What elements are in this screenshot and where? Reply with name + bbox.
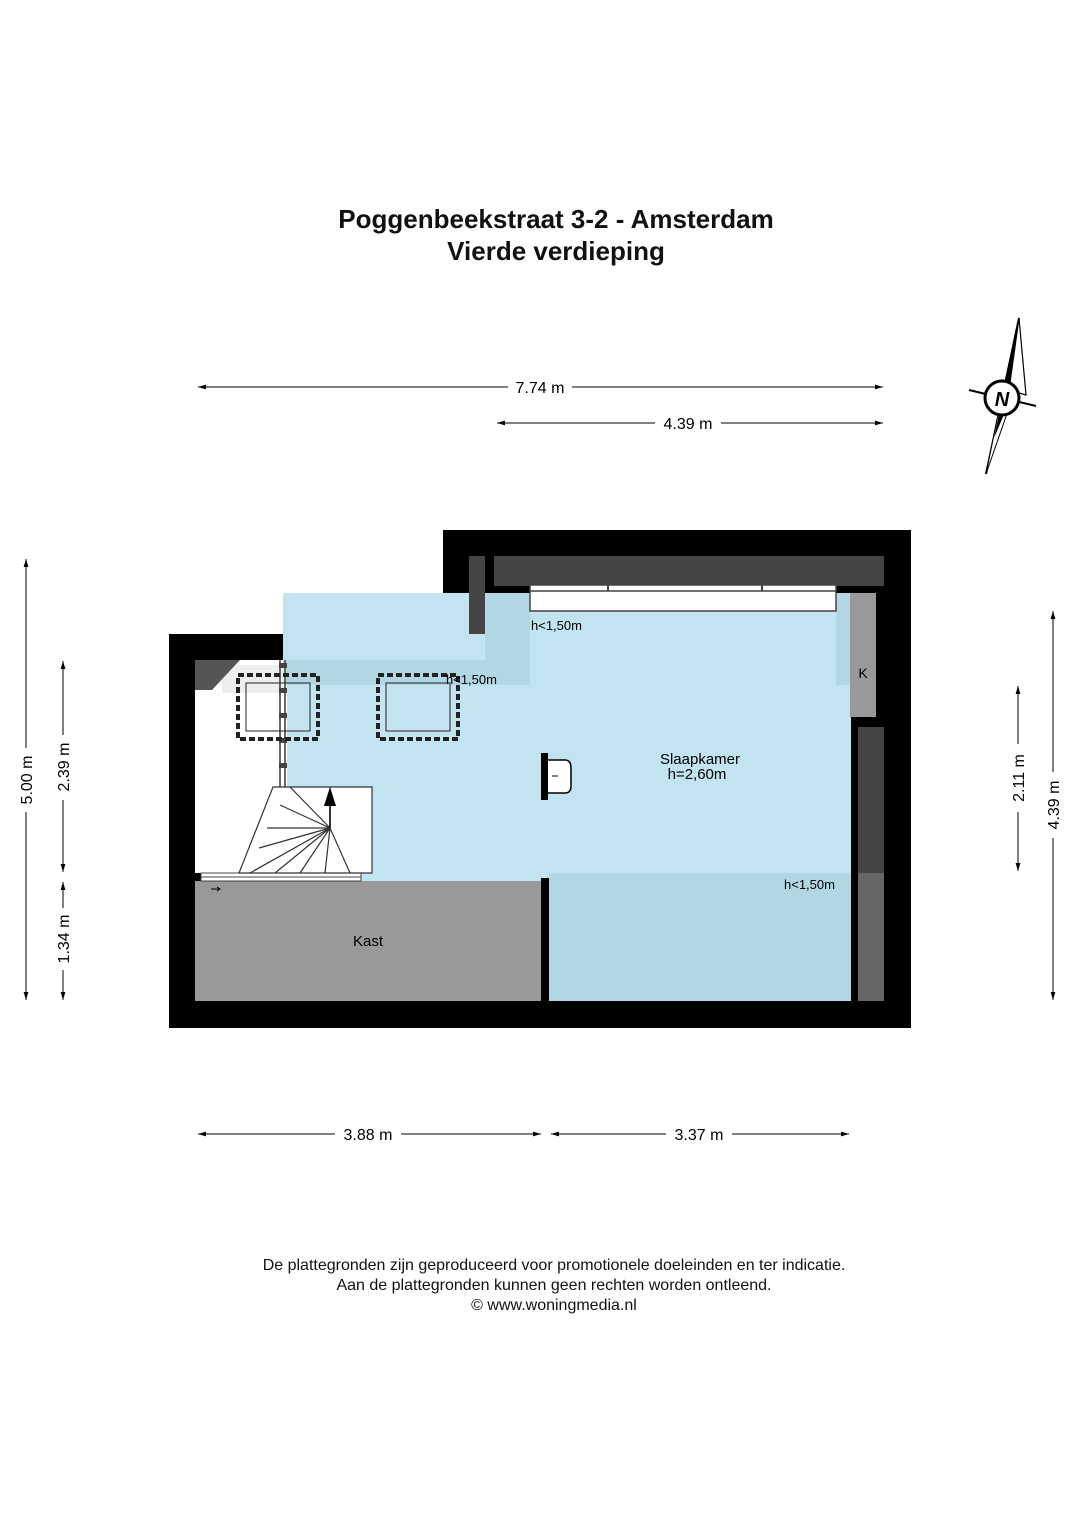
compass-label: N [994, 389, 1010, 411]
low-ceiling-band-bottom [549, 873, 851, 1001]
radiator [541, 753, 571, 800]
inner-wall-step [469, 556, 485, 634]
dim-label-right-total: 4.39 m [1046, 780, 1063, 830]
dim-label-top-total: 7.74 m [515, 380, 565, 397]
copyright-line: © www.woningmedia.nl [471, 1297, 637, 1314]
landing-area [222, 665, 286, 693]
dim-label-left-lower: 1.34 m [56, 914, 73, 964]
right-inner-wall-low [858, 873, 884, 1001]
low-ceiling-band-right [836, 593, 851, 685]
dim-label-left-total: 5.00 m [19, 755, 36, 805]
cupboard-label: K [858, 665, 868, 681]
closet-label: Kast [352, 933, 384, 950]
dim-label-right-inner: 2.11 m [1011, 754, 1028, 802]
dim-label-bottom-right: 3.37 m [674, 1127, 724, 1144]
disclaimer-line-2: Aan de plattegronden kunnen geen rechten worden ontleend. [336, 1277, 772, 1294]
dim-label-top-right: 4.39 m [663, 416, 713, 433]
dormer-wall [494, 556, 884, 586]
right-inner-wall [858, 727, 884, 873]
bedroom-label: Slaapkamer [659, 751, 741, 768]
dormer-window [530, 585, 836, 611]
dim-label-bottom-left: 3.88 m [343, 1127, 393, 1144]
bedroom-height-label: h=2,60m [667, 766, 727, 783]
low-ceiling-label-mid: h<1,50m [446, 672, 497, 687]
disclaimer-line-1: De plattegronden zijn geproduceerd voor promotionele doeleinden en ter indicatie. [262, 1257, 846, 1274]
compass-north-icon [969, 318, 1036, 474]
floor-name: Vierde verdieping [447, 236, 665, 266]
dim-label-left-upper: 2.39 m [56, 742, 73, 792]
plan-title: Poggenbeekstraat 3-2 - Amsterdam [338, 204, 774, 234]
low-ceiling-label-top: h<1,50m [531, 618, 582, 633]
cupboard-k [850, 593, 876, 717]
low-ceiling-label-bottom: h<1,50m [784, 877, 835, 892]
closet-wall [541, 878, 549, 1001]
